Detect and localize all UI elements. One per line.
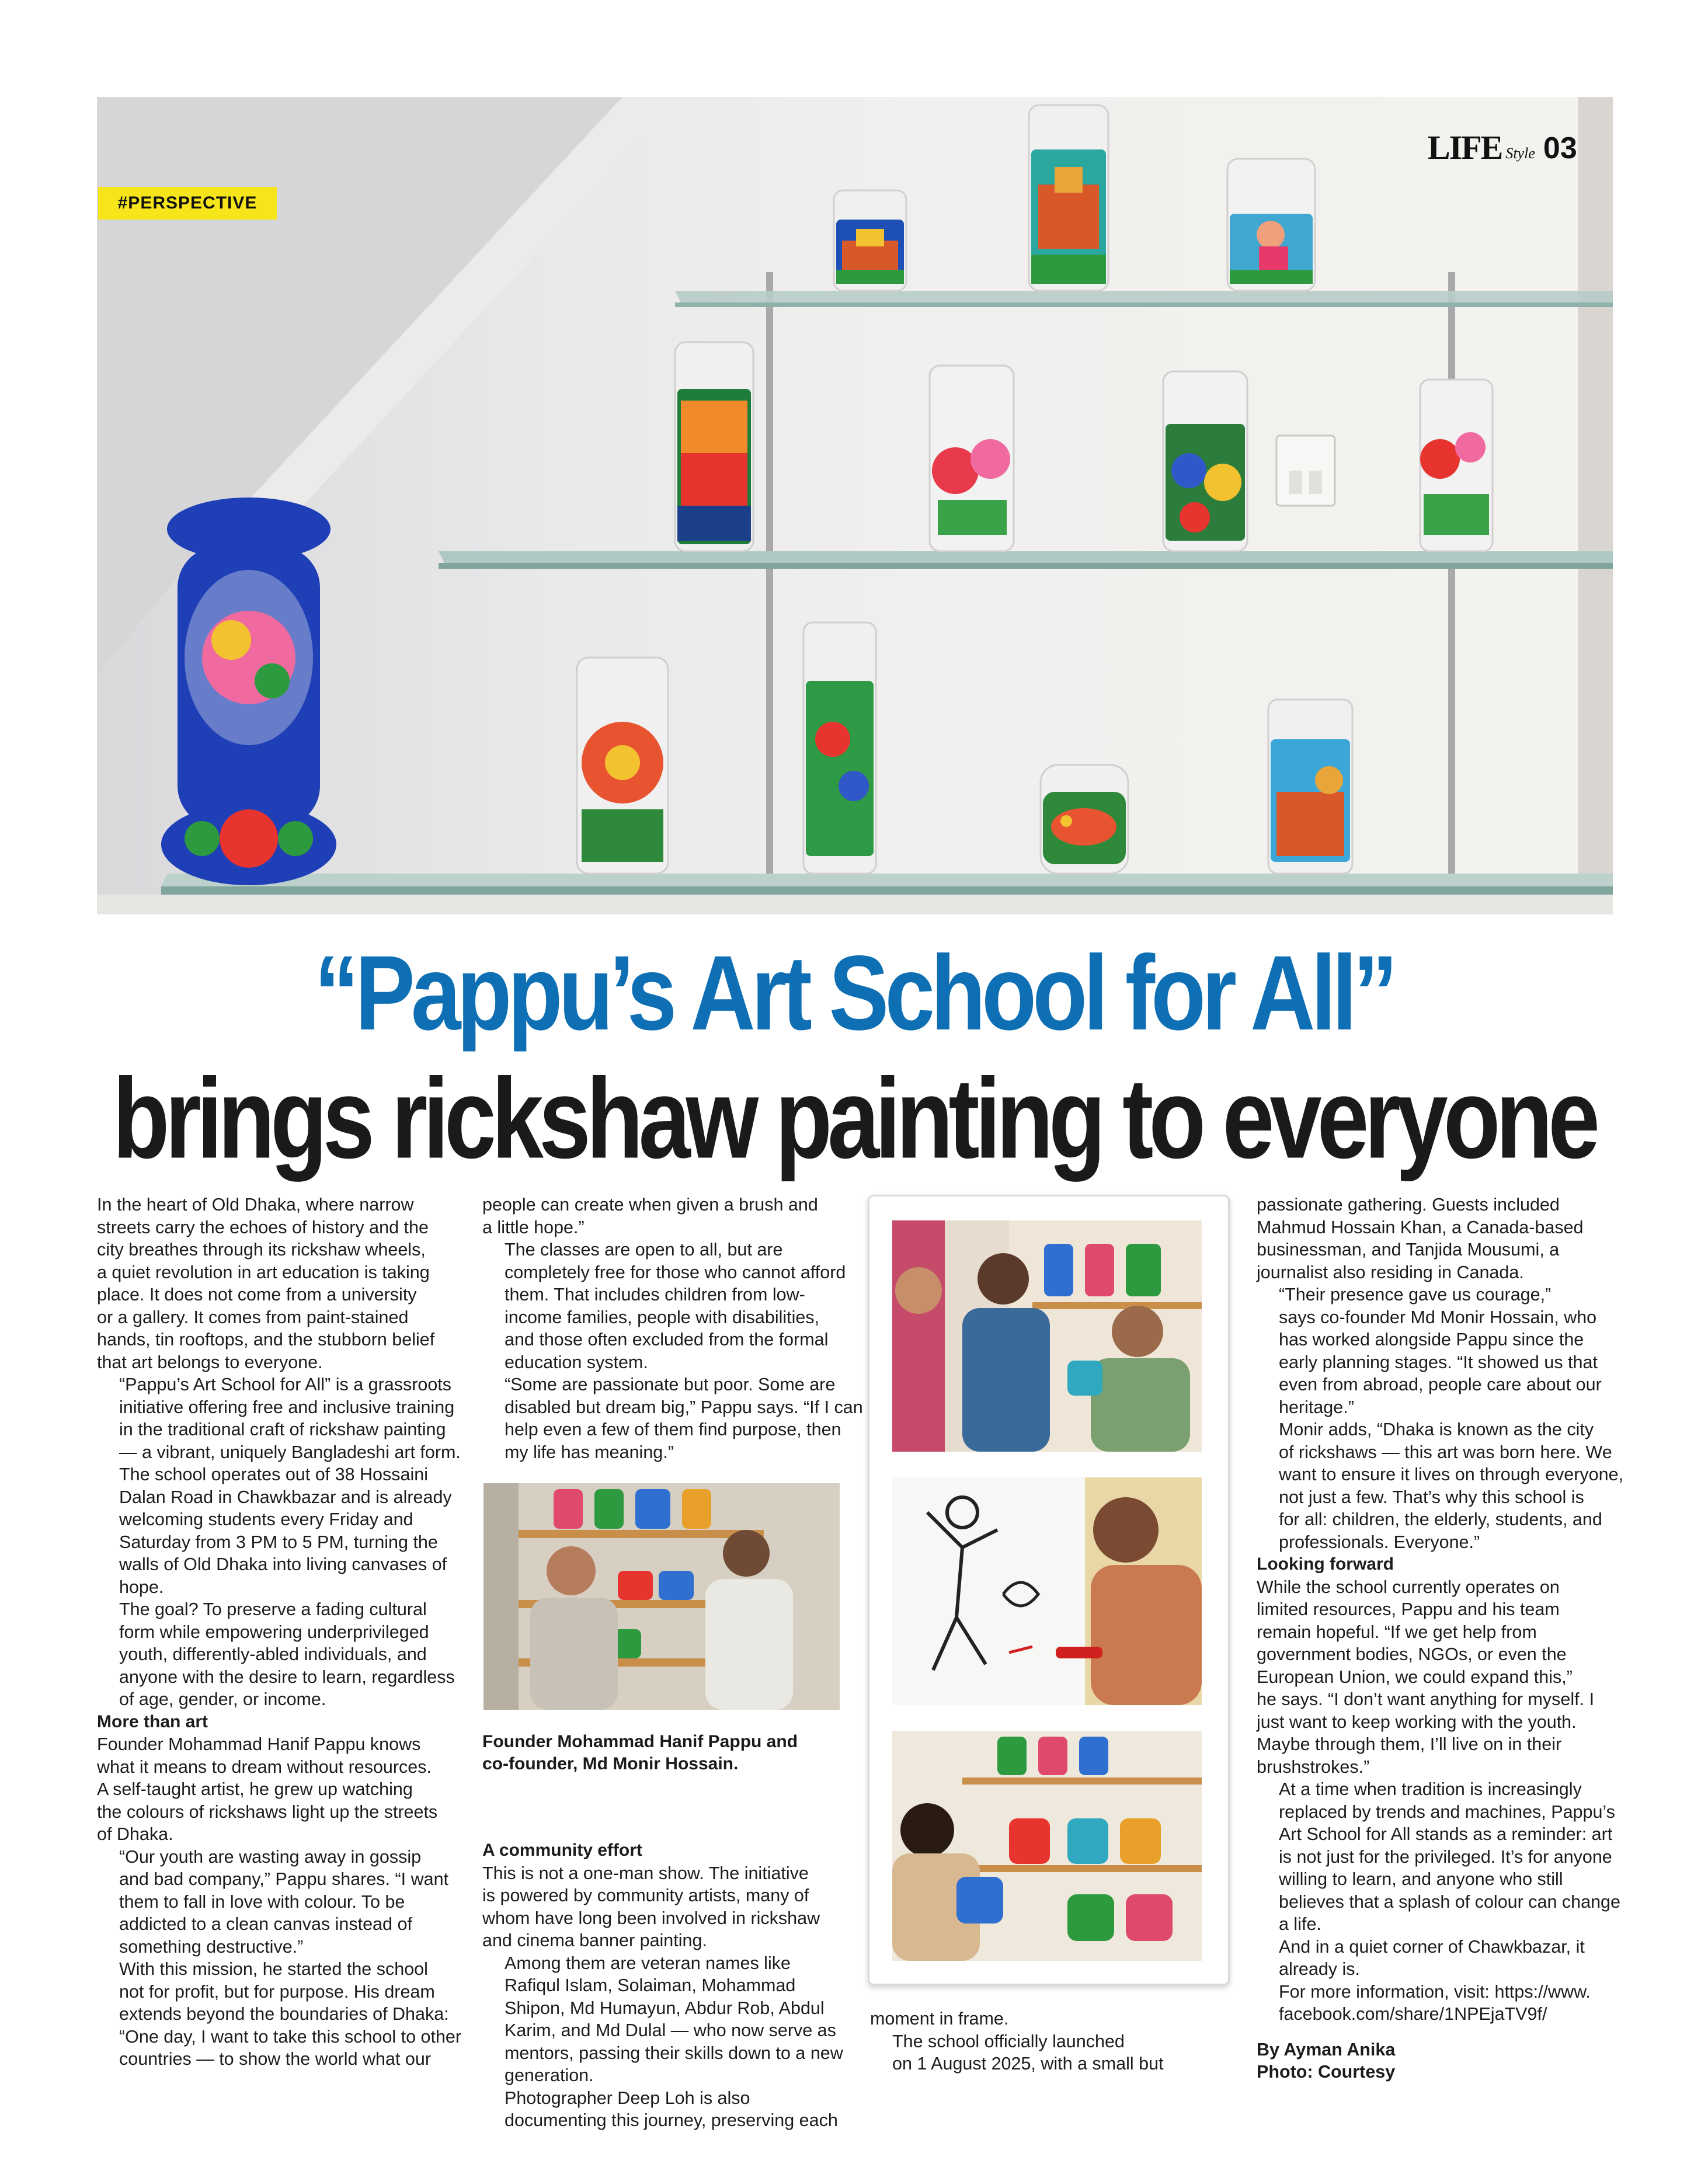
- text-line: is powered by community artists, many of: [482, 1886, 809, 1905]
- text-line: for all: children, the elderly, students, and: [1279, 1509, 1602, 1529]
- text-line: not just a few. That’s why this school is: [1279, 1487, 1584, 1507]
- article-column-1: [97, 1194, 462, 2071]
- text-line: people can create when given a brush and: [482, 1195, 818, 1215]
- text-line: walls of Old Dhaka into living canvases of: [119, 1554, 447, 1574]
- collage-photo-visitors-illustration: [892, 1220, 1202, 1452]
- paragraph: [1257, 1194, 1619, 1283]
- text-line: a little hope.”: [482, 1217, 585, 1237]
- text-line: mentors, passing their skills down to a new: [505, 2043, 843, 2063]
- text-line: a life.: [1279, 1914, 1321, 1934]
- paragraph: [482, 1194, 844, 1239]
- collage-photo-drawing-illustration: [892, 1477, 1202, 1705]
- page-number: 03: [1543, 131, 1577, 165]
- text-line: says co-founder Md Monir Hossain, who: [1279, 1307, 1597, 1327]
- text-line: A self-taught artist, he grew up watching: [97, 1779, 413, 1799]
- text-line: Saturday from 3 PM to 5 PM, turning the: [119, 1532, 438, 1552]
- text-line: Monir adds, “Dhaka is known as the city: [1279, 1420, 1594, 1439]
- subheading-more-than-art: More than art: [97, 1712, 208, 1731]
- text-line: In the heart of Old Dhaka, where narrow: [97, 1195, 414, 1215]
- text-line: streets carry the echoes of history and the: [97, 1217, 429, 1237]
- text-line: heritage.”: [1279, 1397, 1354, 1417]
- text-line: “Pappu’s Art School for All” is a grassroots: [119, 1375, 452, 1394]
- text-line: countries — to show the world what our: [119, 2049, 432, 2069]
- text-line: Karim, and Md Dulal — who now serve as: [505, 2020, 836, 2040]
- text-line: With this mission, he started the school: [119, 1959, 428, 1979]
- text-line: “Some are passionate but poor. Some are: [505, 1375, 836, 1394]
- text-line: my life has meaning.”: [505, 1442, 674, 1462]
- paragraph: [97, 1373, 459, 1598]
- text-line: The classes are open to all, but are: [505, 1240, 783, 1260]
- text-line: The goal? To preserve a fading cultural: [119, 1599, 427, 1619]
- paragraph: [1257, 1418, 1624, 1553]
- hero-photo-illustration: [97, 97, 1613, 914]
- text-line: income families, people with disabilities,: [505, 1307, 820, 1327]
- text-line: them to fall in love with colour. To be: [119, 1891, 405, 1912]
- text-line: whom have long been involved in rickshaw: [482, 1908, 820, 1928]
- text-line: anyone with the desire to learn, regardless: [119, 1667, 455, 1687]
- headline-line-2: brings rickshaw painting to everyone: [112, 1054, 1596, 1182]
- byline: [1257, 2039, 1619, 2083]
- paragraph: [870, 2030, 1174, 2075]
- text-line: and cinema banner painting.: [482, 1930, 707, 1950]
- text-line: replaced by trends and machines, Pappu’s: [1279, 1801, 1615, 1822]
- text-line: youth, differently-abled individuals, and: [119, 1644, 427, 1664]
- text-line: Mahmud Hossain Khan, a Canada-based: [1257, 1217, 1584, 1237]
- article-column-2-continued: [482, 1839, 844, 2132]
- text-line: not for profit, but for purpose. His dream: [119, 1981, 435, 2002]
- founders-photo: [483, 1483, 840, 1710]
- text-line: something destructive.”: [119, 1936, 304, 1957]
- text-line: Art School for All stands as a reminder: art: [1279, 1824, 1613, 1844]
- paragraph: [482, 1239, 844, 1373]
- text-line: hands, tin rooftops, and the stubborn belief: [97, 1330, 435, 1349]
- collage-photo-visitors: [892, 1220, 1202, 1452]
- text-line: and those often excluded from the formal: [505, 1330, 829, 1349]
- text-line: brushstrokes.”: [1257, 1756, 1370, 1777]
- founders-photo-illustration: [483, 1483, 840, 1710]
- text-line: — a vibrant, uniquely Bangladeshi art form.: [119, 1442, 461, 1462]
- text-line: businessman, and Tanjida Mousumi, a: [1257, 1240, 1560, 1260]
- text-line: even from abroad, people care about our: [1279, 1375, 1602, 1394]
- text-line: on 1 August 2025, with a small but: [892, 2054, 1164, 2074]
- text-line: passionate gathering. Guests included: [1257, 1195, 1560, 1215]
- text-line: disabled but dream big,” Pappu says. “If I can: [505, 1397, 863, 1417]
- paragraph: [1257, 1778, 1619, 1936]
- lifestyle-logo: [1428, 124, 1577, 165]
- byline-author: By Ayman Anika: [1257, 2039, 1396, 2060]
- text-line: For more information, visit: https://www.: [1279, 1981, 1591, 2002]
- text-line: extends beyond the boundaries of Dhaka:: [119, 2004, 449, 2024]
- paragraph: [482, 1373, 863, 1463]
- text-line: or a gallery. It comes from paint-stained: [97, 1307, 409, 1327]
- text-line: “One day, I want to take this school to other: [119, 2026, 462, 2047]
- paragraph: [97, 1733, 459, 1846]
- collage-photo-drawing: [892, 1477, 1202, 1705]
- text-line: them. That includes children from low-: [505, 1285, 805, 1305]
- text-line: Maybe through them, I’ll live on in their: [1257, 1734, 1562, 1754]
- text-line: At a time when tradition is increasingly: [1279, 1779, 1582, 1799]
- text-line: And in a quiet corner of Chawkbazar, it: [1279, 1936, 1585, 1957]
- text-line: early planning stages. “It showed us that: [1279, 1352, 1598, 1372]
- byline-photo-credit: Photo: Courtesy: [1257, 2062, 1396, 2082]
- collage-photo-painting-kettles-illustration: [892, 1731, 1202, 1961]
- collage-photo-painting-kettles: [892, 1731, 1202, 1961]
- photo-caption: [482, 1731, 844, 1775]
- text-line: Photographer Deep Loh is also: [505, 2088, 750, 2108]
- article-column-4: [1257, 1194, 1624, 2083]
- article-column-2: [482, 1194, 863, 1463]
- text-line: European Union, we could expand this,”: [1257, 1667, 1573, 1687]
- subheading-community-effort: A community effort: [482, 1841, 642, 1860]
- paragraph: [97, 1846, 459, 1959]
- paragraph: [870, 2008, 1174, 2030]
- caption-line: Founder Mohammad Hanif Pappu and: [482, 1732, 798, 1751]
- text-line: city breathes through its rickshaw wheels,: [97, 1240, 426, 1260]
- text-line: in the traditional craft of rickshaw painting: [119, 1420, 446, 1439]
- paragraph: [97, 1194, 459, 1373]
- text-line: help even a few of them find purpose, then: [505, 1420, 841, 1439]
- paragraph: [482, 2087, 844, 2132]
- text-line: is not just for the privileged. It’s for anyone: [1279, 1846, 1612, 1867]
- text-line: of age, gender, or income.: [119, 1689, 326, 1709]
- text-line: Rafiqul Islam, Solaiman, Mohammad: [505, 1975, 796, 1995]
- paragraph: [1257, 1981, 1619, 2026]
- text-line: want to ensure it lives on through everyone,: [1279, 1465, 1624, 1484]
- text-line: The school operates out of 38 Hossaini: [119, 1465, 428, 1484]
- text-line: journalist also residing in Canada.: [1257, 1262, 1524, 1282]
- paragraph: [1257, 1576, 1619, 1779]
- paragraph: [482, 1952, 844, 2087]
- text-line: Among them are veteran names like: [505, 1953, 791, 1973]
- text-line: documenting this journey, preserving each: [505, 2110, 838, 2130]
- text-line: moment in frame.: [870, 2009, 1009, 2029]
- text-line: remain hopeful. “If we get help from: [1257, 1622, 1537, 1642]
- text-line: government bodies, NGOs, or even the: [1257, 1644, 1567, 1664]
- text-line: generation.: [505, 2065, 594, 2085]
- text-line: Dalan Road in Chawkbazar and is already: [119, 1487, 452, 1507]
- text-line: “Our youth are wasting away in gossip: [119, 1846, 422, 1867]
- text-line: willing to learn, and anyone who still: [1279, 1869, 1563, 1889]
- text-line: completely free for those who cannot afford: [505, 1262, 846, 1282]
- text-line: addicted to a clean canvas instead of: [119, 1914, 412, 1934]
- text-line: Founder Mohammad Hanif Pappu knows: [97, 1734, 421, 1754]
- text-line: what it means to dream without resources.: [97, 1756, 432, 1777]
- text-line: “Their presence gave us courage,”: [1279, 1285, 1552, 1305]
- text-line: place. It does not come from a university: [97, 1285, 417, 1305]
- paragraph: [97, 1958, 462, 2071]
- caption-line: co-founder, Md Monir Hossain.: [482, 1754, 739, 1773]
- article-column-3: [870, 2008, 1174, 2075]
- logo-script: Style: [1505, 145, 1535, 162]
- text-line: that art belongs to everyone.: [97, 1352, 323, 1372]
- text-line: limited resources, Pappu and his team: [1257, 1599, 1560, 1619]
- text-line: professionals. Everyone.”: [1279, 1532, 1480, 1552]
- text-line: form while empowering underprivileged: [119, 1622, 429, 1642]
- headline-line-1: “Pappu’s Art School for All”: [314, 933, 1394, 1052]
- text-line: of Dhaka.: [97, 1824, 173, 1844]
- text-line: believes that a splash of colour can change: [1279, 1891, 1620, 1912]
- paragraph: [97, 1598, 459, 1711]
- subheading-looking-forward: Looking forward: [1257, 1554, 1394, 1574]
- facebook-link[interactable]: facebook.com/share/1NPEjaTV9f/: [1279, 2004, 1547, 2024]
- text-line: initiative offering free and inclusive training: [119, 1397, 455, 1417]
- text-line: he says. “I don’t want anything for myself. I: [1257, 1689, 1595, 1709]
- text-line: welcoming students every Friday and: [119, 1509, 413, 1529]
- text-line: This is not a one-man show. The initiative: [482, 1863, 809, 1883]
- text-line: a quiet revolution in art education is taking: [97, 1262, 430, 1282]
- section-tag: #PERSPECTIVE: [98, 187, 277, 220]
- paragraph: [1257, 1936, 1619, 1981]
- paragraph: [1257, 1283, 1619, 1418]
- text-line: and bad company,” Pappu shares. “I want: [119, 1869, 449, 1889]
- text-line: the colours of rickshaws light up the streets: [97, 1801, 438, 1822]
- text-line: hope.: [119, 1577, 164, 1597]
- logo-mark: LIFE: [1428, 128, 1502, 166]
- text-line: education system.: [505, 1352, 648, 1372]
- text-line: just want to keep working with the youth.: [1257, 1712, 1577, 1732]
- text-line: Shipon, Md Humayun, Abdur Rob, Abdul: [505, 1998, 825, 2018]
- text-line: has worked alongside Pappu since the: [1279, 1330, 1584, 1349]
- text-line: The school officially launched: [892, 2031, 1125, 2051]
- paragraph: [482, 1862, 844, 1952]
- hero-photo-painted-jars-on-shelves: [97, 97, 1613, 914]
- text-line: While the school currently operates on: [1257, 1577, 1560, 1597]
- text-line: of rickshaws — this art was born here. We: [1279, 1442, 1612, 1462]
- text-line: already is.: [1279, 1959, 1361, 1979]
